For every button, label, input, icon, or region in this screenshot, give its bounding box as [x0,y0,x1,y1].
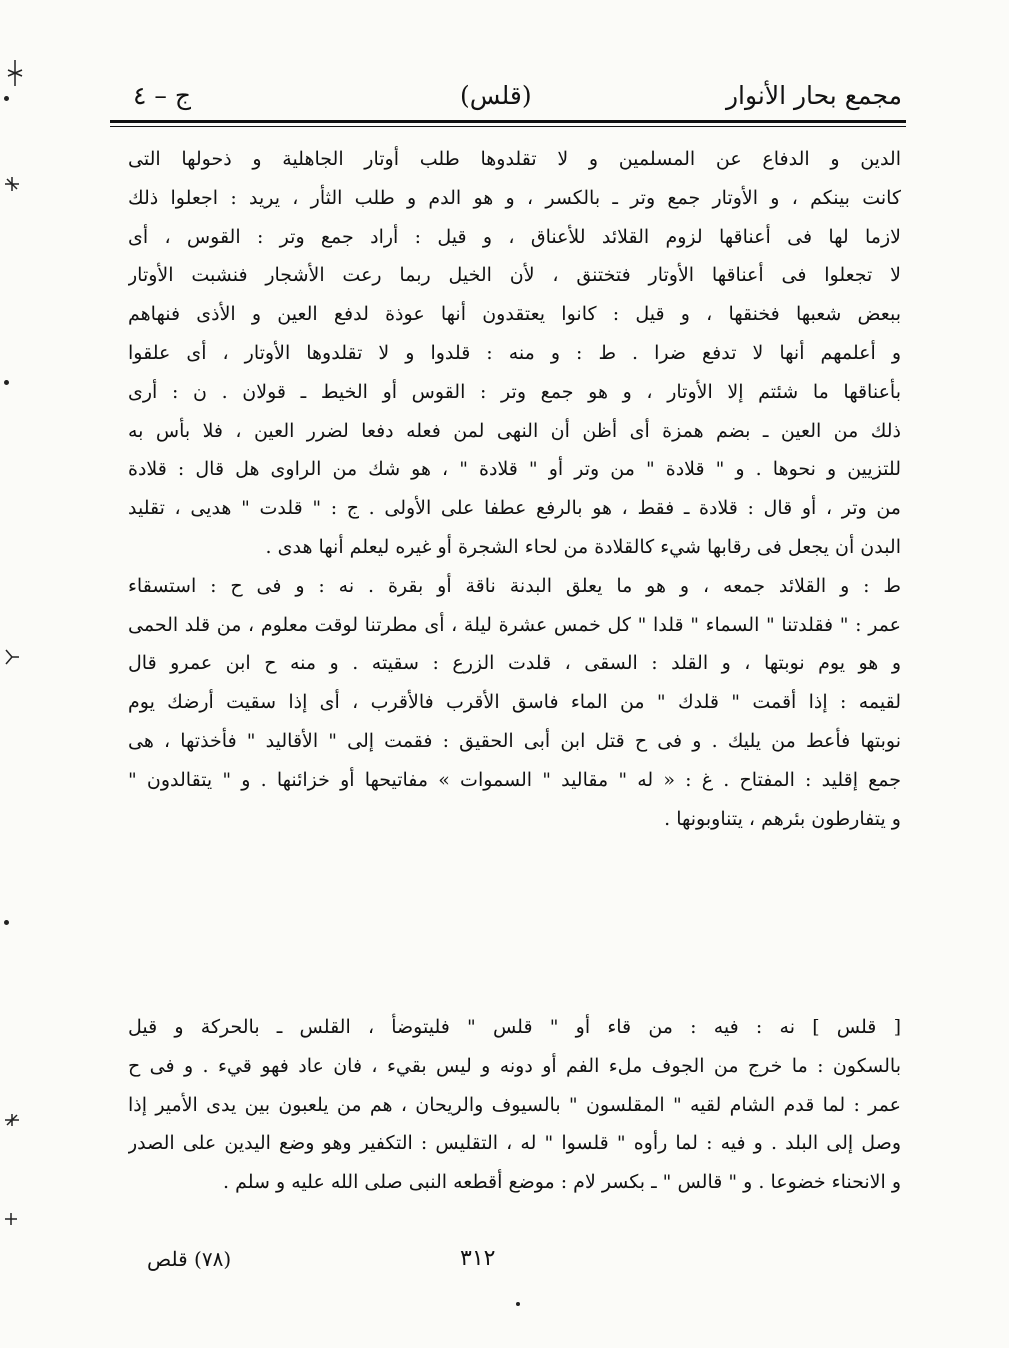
text-line: كانت بينكم ، و الأوتار جمع وتر ـ بالكسر ، و هو الدم و طلب الثأر ، يريد : اجعلوا ذلك [128,186,901,209]
text-line: جمع إقليد : المفتاح . غ : « له " مقاليد " السموات » مفاتيحها أو خزائنها . و " يتقالدون " [128,768,901,791]
text-line: ذلك من العين ـ بضم همزة أى أظن أن النهى لمن فعله دفعا لضرر العين ، فلا بأس به [128,419,901,442]
footer-section-label: (٧٨) قلص [147,1247,232,1271]
text-line: لازما لها فى أعناقها لزوم القلائد للأعناق ، و قيل : أراد جمع وتر : القوس ، أى [128,225,901,248]
entry-title: (قلس) [460,81,532,110]
text-line: الدين و الدفاع عن المسلمين و لا تقلدوها طلب أوتار الجاهلية و ذحولها التى [128,148,901,170]
text-line: بأعناقها ما شئتم إلا الأوتار ، و هو جمع وتر : القوس أو الخيط ـ قولان . ن : أرى [128,380,901,403]
text-line: البدن أن يجعل فى رقابها شيء كالقلادة من لحاء الشجرة أو غيره ليعلم أنها هدى . [265,535,901,558]
margin-star-icon [4,1112,20,1128]
text-line: من وتر ، أو قال : قلادة ـ فقط ، هو بالرفع عطفا على الأولى . ج : " قلدت " هديى ، تقليد [128,497,901,520]
text-line: بالسكون : ما خرج من الجوف ملء الفم أو دونه و ليس بقيء ، فان عاد فهو قيء . و فى ح [128,1054,901,1077]
margin-star-icon [6,58,24,88]
text-line: عمر : " فقلدتنا " السماء " قلدا " كل خمس عشرة ليلة ، أى مطرتنا لوقت معلوم ، من قلد الحمى [128,613,901,636]
text-line: [ قلس ] نه : فيه : من قاء أو " قلس " فليتوضأ ، القلس ـ بالحركة و قيل [128,1016,901,1038]
main-paragraph [128,140,901,838]
entry-paragraph-qals [128,1008,901,1202]
text-line: و الانحناء خضوعا . و " قالس " ـ بكسر لام : موضع أقطعه النبى صلى الله عليه و سلم . [223,1171,901,1194]
text-line: لا تجعلوا فى أعناقها الأوتار فتختنق ، لأن الخيل ربما رعت الأشجار فنشبت الأوتار [128,264,901,287]
text-line: و يتفارطون بئرهم ، يتناوبونها . [664,807,901,830]
page-number: ٣١٢ [460,1246,496,1271]
margin-star-icon [4,646,20,668]
text-line: لقيمه : إذا أقمت " قلدك " من الماء فاسق الأقرب فالأقرب ، أى إذا سقيت أرضك يوم [128,691,901,714]
margin-star-icon [4,176,20,192]
text-line: نوبتها فأعط من يليك . و فى ح قتل ابن أبى الحقيق : فقمت إلى " الأقاليد " فأخذتها ، هى [128,729,901,752]
text-line: و هو يوم نوبتها ، و القلد : السقى ، قلدت الزرع : سقيته . و منه ح ابن عمرو قال [128,652,901,675]
margin-dot-icon [4,96,9,101]
margin-dot-icon [4,920,9,925]
margin-dot-icon [4,380,9,385]
header-rule-thick [110,120,906,123]
volume-label: ج – ٤ [133,81,191,110]
book-title: مجمع بحار الأنوار [725,81,902,110]
text-line: ببعض شعبها فخنقها ، و قيل : كانوا يعتقدون أنها عوذة لدفع العين و الأذى فنهاهم [128,303,901,326]
text-line: ط : و القلائد جمعه ، و هو ما يعلق البدنة ناقة أو بقرة . نه : و فى ح : استسقاء [128,574,901,597]
text-line: للتزيين و نحوها . و " قلادة " من وتر أو " قلادة " ، هو شك من الراوى هل قال : قلادة [128,458,901,481]
header-rule-thin [110,126,906,127]
bottom-dot-icon [516,1302,520,1306]
text-line: وصل إلى البلد . و فيه : لما رأوه " قلسوا " له ، التقليس : التكفير وهو وضع اليدين على الصدر [128,1132,901,1155]
text-line: و أعلمهم أنها لا تدفع ضرا . ط : و منه : قلدوا و لا تقلدوها الأوتار ، أى علقوا [128,341,901,364]
margin-star-icon [4,1212,18,1226]
text-line: عمر : لما قدم الشام لقيه " المقلسون " بالسيوف والريحان ، هم من يلعبون بين يدى الأمير إذا [128,1093,901,1116]
